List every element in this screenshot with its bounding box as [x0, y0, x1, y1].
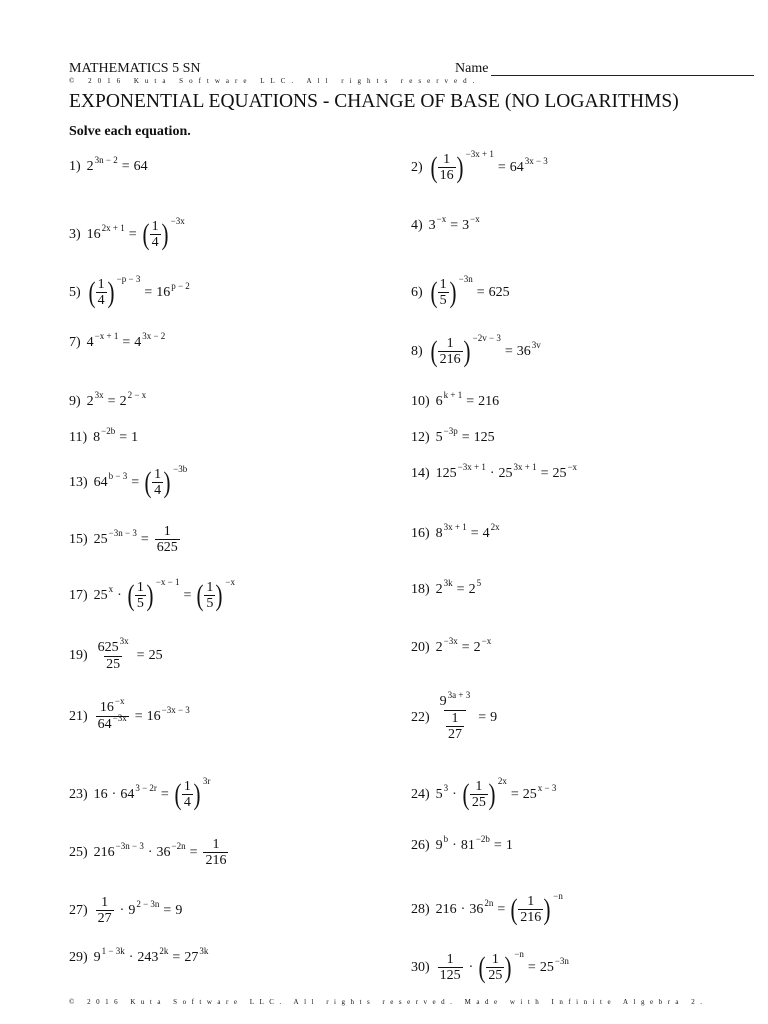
exponent: −2b	[101, 426, 116, 436]
equals-sign: =	[493, 838, 502, 853]
parenthesized-fraction: ( $\frac{1}{4}$ )	[142, 217, 169, 251]
equals-sign: =	[466, 394, 475, 409]
base: 36	[469, 901, 484, 917]
equals-sign: =	[136, 648, 145, 663]
parenthesized-fraction: ( $\frac{1}{4}$ )	[88, 275, 115, 309]
equals-sign: =	[497, 159, 506, 175]
parenthesized-fraction: ( $\frac{1}{4}$ )	[174, 777, 201, 811]
multiply-dot: ·	[119, 902, 125, 918]
problem-number: 15)	[69, 531, 88, 547]
parenthesized-fraction: ( $\frac{1}{5}$ )	[127, 578, 154, 612]
denominator: 25	[488, 968, 503, 983]
problem-number: 17)	[69, 587, 88, 603]
equals-sign: =	[476, 284, 485, 300]
denominator: 125	[439, 968, 461, 983]
equals-sign: =	[456, 582, 465, 597]
coefficient: 16	[93, 786, 108, 802]
exponent: −x	[436, 214, 447, 224]
problem-number: 27)	[69, 902, 88, 918]
base: 4	[86, 335, 94, 350]
multiply-dot: ·	[452, 786, 457, 802]
exponent: −x	[481, 636, 492, 646]
problem-28	[411, 890, 563, 926]
numerator: 1	[136, 580, 144, 595]
problem-number: 9)	[69, 394, 81, 409]
exponent: −3n − 3	[108, 527, 137, 538]
exponent: −x − 1	[155, 576, 180, 587]
base: 25	[93, 531, 108, 547]
problem-8	[411, 332, 541, 368]
equals-sign: =	[478, 710, 487, 725]
problem-number: 2)	[411, 159, 423, 175]
exponent: x	[108, 583, 114, 594]
base: 16	[86, 226, 101, 242]
numerator: 1	[154, 467, 162, 482]
fraction	[203, 837, 228, 868]
problem-6	[411, 273, 510, 309]
exponent: −x	[114, 696, 125, 706]
numerator: 1	[491, 952, 499, 967]
base: 16	[156, 284, 171, 300]
exponent: 3x + 1	[443, 522, 467, 532]
base: 3	[428, 218, 436, 233]
base: 4	[482, 526, 490, 541]
problem-number: 4)	[411, 218, 423, 233]
problem-number: 19)	[69, 648, 88, 663]
exponent: −x	[225, 576, 235, 587]
problem-number: 22)	[411, 710, 430, 725]
denominator: 216	[439, 352, 461, 367]
exponent: b	[443, 834, 449, 844]
copyright-notice: © 2016 Kuta Software LLC. All rights reserved.	[69, 77, 481, 85]
problem-number: 6)	[411, 284, 423, 300]
numerator: 1	[443, 152, 451, 167]
fraction	[438, 952, 463, 983]
worksheet-title: EXPONENTIAL EQUATIONS - CHANGE OF BASE (NO LOGARITHMS)	[69, 91, 679, 112]
problem-19	[69, 636, 163, 672]
fraction	[96, 636, 131, 672]
exponent: 3k	[443, 578, 453, 588]
problem-22	[411, 690, 498, 742]
problem-30	[411, 948, 569, 984]
base: 5	[435, 786, 443, 802]
base: 2	[435, 582, 443, 597]
exponent: −3n	[458, 273, 473, 284]
exponent: 3x + 1	[513, 462, 537, 472]
exponent: 3k	[199, 946, 209, 956]
problem-21	[69, 696, 190, 733]
exponent: 3	[443, 782, 449, 793]
equals-sign: =	[540, 466, 549, 481]
equals-sign: =	[128, 226, 137, 242]
denominator: 4	[154, 483, 162, 498]
base: 125	[435, 466, 457, 481]
base: 9	[93, 950, 101, 965]
name-label: Name	[455, 61, 489, 76]
denominator: 25	[106, 657, 121, 672]
parenthesized-fraction: ( $\frac{1}{216}$ )	[510, 892, 551, 926]
multiply-dot: ·	[468, 959, 474, 975]
problem-12	[411, 426, 495, 446]
denominator: 4	[183, 795, 191, 810]
base: 9	[435, 838, 443, 853]
exponent: −3x	[112, 713, 127, 723]
exponent: −3x + 1	[465, 148, 494, 159]
exponent: −2n	[171, 840, 186, 851]
numerator: 1	[527, 894, 535, 909]
instructions: Solve each equation.	[69, 124, 191, 139]
problem-5	[69, 273, 190, 309]
problem-16	[411, 522, 500, 542]
base: 8	[93, 430, 101, 445]
equals-sign: =	[160, 786, 169, 802]
exponent: −2b	[475, 834, 490, 844]
exponent: −3n	[554, 955, 569, 966]
problem-number: 3)	[69, 226, 81, 242]
problem-14	[411, 462, 578, 482]
problem-3	[69, 215, 185, 251]
numerator: 1	[101, 895, 109, 910]
base: 25	[93, 587, 108, 603]
equals-sign: =	[504, 343, 513, 359]
base: 25	[552, 466, 567, 481]
parenthesized-fraction: ( $\frac{1}{4}$ )	[144, 465, 171, 499]
base: 64	[120, 786, 135, 802]
numerator: 1	[151, 219, 159, 234]
fraction	[155, 524, 180, 555]
equals-sign: =	[461, 430, 470, 445]
equals-sign: =	[134, 708, 143, 724]
exponent: 3x − 2	[142, 331, 166, 341]
problem-29	[69, 946, 209, 966]
problem-number: 20)	[411, 640, 430, 655]
base: 36	[156, 844, 171, 860]
multiply-dot: ·	[117, 587, 122, 603]
numerator: 1	[97, 277, 105, 292]
equals-sign: =	[510, 786, 519, 802]
numerator-base: 9	[439, 694, 447, 709]
numerator: 1	[212, 837, 220, 852]
value: 64	[133, 159, 148, 174]
fraction	[96, 895, 114, 926]
value: 625	[488, 284, 510, 300]
multiply-dot: ·	[147, 844, 153, 860]
multiply-dot: ·	[460, 901, 466, 917]
problem-number: 16)	[411, 526, 430, 541]
multiply-dot: ·	[489, 466, 495, 481]
denominator-base: 64	[97, 717, 112, 732]
equals-sign: =	[122, 335, 131, 350]
fraction	[96, 696, 129, 733]
exponent: 2 − x	[127, 390, 147, 400]
value: 216	[478, 394, 500, 409]
problem-number: 23)	[69, 786, 88, 802]
equals-sign: =	[450, 218, 459, 233]
numerator: 1	[475, 779, 483, 794]
problem-number: 13)	[69, 474, 88, 490]
exponent: x − 3	[537, 782, 557, 793]
exponent: −3p	[443, 426, 458, 436]
problem-26	[411, 834, 513, 854]
exponent: −3x − 3	[161, 704, 190, 715]
exponent: −n	[514, 948, 524, 959]
exponent: −2v − 3	[472, 332, 501, 343]
numerator: 1	[446, 336, 454, 351]
problem-17	[69, 576, 235, 612]
equals-sign: =	[140, 531, 149, 547]
parenthesized-fraction: ( $\frac{1}{216}$ )	[430, 334, 471, 368]
base: 64	[509, 159, 524, 175]
equals-sign: =	[183, 587, 192, 603]
problem-number: 26)	[411, 838, 430, 853]
problem-10	[411, 390, 500, 410]
problem-23	[69, 775, 211, 811]
inner-denominator: 27	[447, 727, 462, 742]
equals-sign: =	[131, 474, 140, 490]
parenthesized-fraction: ( $\frac{1}{5}$ )	[430, 275, 457, 309]
problem-7	[69, 331, 166, 351]
numerator: 1	[446, 952, 454, 967]
value: 25	[148, 648, 163, 663]
equals-sign: =	[119, 430, 128, 445]
base: 2	[435, 640, 443, 655]
equals-sign: =	[163, 902, 172, 918]
problem-1	[69, 155, 148, 175]
inner-numerator: 1	[451, 711, 459, 726]
exponent: −x + 1	[94, 331, 119, 341]
exponent: 3 − 2r	[135, 782, 157, 793]
exponent: 3x − 3	[524, 155, 548, 166]
exponent: −n	[553, 890, 563, 901]
exponent: 2x	[497, 775, 507, 786]
exponent: 5	[476, 578, 482, 588]
exponent: 2x + 1	[101, 222, 125, 233]
problem-number: 18)	[411, 582, 430, 597]
problem-18	[411, 578, 482, 598]
problem-number: 11)	[69, 430, 88, 445]
name-underline	[491, 75, 754, 76]
value: 1	[505, 838, 513, 853]
exponent: −3x	[170, 215, 185, 226]
exponent: −3x + 1	[457, 462, 486, 472]
value: 9	[490, 710, 498, 725]
equals-sign: =	[121, 159, 130, 174]
exponent: −3b	[173, 463, 188, 474]
multiply-dot: ·	[452, 838, 457, 853]
multiply-dot: ·	[128, 950, 134, 965]
base: 8	[435, 526, 443, 541]
base: 2	[473, 640, 481, 655]
problem-24	[411, 775, 557, 811]
equals-sign: =	[107, 394, 116, 409]
denominator: 16	[439, 168, 454, 183]
base: 25	[522, 786, 537, 802]
problem-number: 29)	[69, 950, 88, 965]
problem-25	[69, 837, 230, 868]
denominator: 216	[205, 853, 227, 868]
base: 2	[86, 394, 94, 409]
value: 9	[175, 902, 183, 918]
coefficient: 216	[435, 901, 457, 917]
base: 25	[539, 959, 554, 975]
problem-number: 24)	[411, 786, 430, 802]
problem-27	[69, 895, 182, 926]
problem-number: 14)	[411, 466, 430, 481]
base: 27	[184, 950, 199, 965]
base: 243	[137, 950, 159, 965]
problem-4	[411, 214, 480, 234]
denominator: 5	[439, 293, 447, 308]
equals-sign: =	[172, 950, 181, 965]
exponent: −x	[567, 462, 578, 472]
exponent: 3n − 2	[94, 155, 118, 165]
denominator: 5	[136, 596, 144, 611]
equals-sign: =	[189, 844, 198, 860]
numerator: 1	[439, 277, 447, 292]
base: 2	[86, 159, 94, 174]
course-title: MATHEMATICS 5 SN	[69, 61, 201, 76]
base: 2	[468, 582, 476, 597]
parenthesized-fraction: ( $\frac{1}{25}$ )	[462, 777, 496, 811]
problem-20	[411, 636, 492, 656]
denominator: 4	[151, 235, 159, 250]
numerator-base: 16	[99, 700, 114, 715]
problem-15	[69, 524, 182, 555]
base: 6	[435, 394, 443, 409]
compound-fraction	[438, 690, 473, 742]
problem-2	[411, 148, 548, 184]
problem-number: 30)	[411, 959, 430, 975]
problem-9	[69, 390, 147, 410]
problem-number: 10)	[411, 394, 430, 409]
exponent: 3x	[94, 390, 104, 400]
problem-11	[69, 426, 139, 446]
exponent: −3n − 3	[115, 840, 144, 851]
exponent: −3x	[443, 636, 458, 646]
denominator: 216	[520, 910, 542, 925]
numerator: 1	[183, 779, 191, 794]
base: 3	[462, 218, 470, 233]
base: 4	[134, 335, 142, 350]
equals-sign: =	[527, 959, 536, 975]
base: 64	[93, 474, 108, 490]
denominator: 4	[97, 293, 105, 308]
exponent: −x	[470, 214, 480, 224]
problem-number: 1)	[69, 159, 81, 174]
numerator: 1	[163, 524, 171, 539]
base: 36	[516, 343, 531, 359]
base: 9	[128, 902, 136, 918]
exponent: 2x	[490, 522, 500, 532]
exponent: k + 1	[443, 390, 463, 400]
equals-sign: =	[461, 640, 470, 655]
denominator: 27	[97, 911, 112, 926]
problem-number: 21)	[69, 708, 88, 724]
exponent: 3x	[119, 636, 129, 646]
value: 125	[473, 430, 495, 445]
exponent: −p − 3	[116, 273, 141, 284]
problem-number: 12)	[411, 430, 430, 445]
base: 5	[435, 430, 443, 445]
base: 81	[460, 838, 475, 853]
problem-number: 5)	[69, 284, 81, 300]
value: 1	[131, 430, 139, 445]
base: 216	[93, 844, 115, 860]
parenthesized-fraction: ( $\frac{1}{25}$ )	[478, 950, 512, 984]
problem-number: 28)	[411, 901, 430, 917]
equals-sign: =	[144, 284, 153, 300]
footer-copyright: © 2016 Kuta Software LLC. All rights reserved. Made with Infinite Algebra 2.	[69, 998, 708, 1006]
numerator: 1	[206, 580, 214, 595]
numerator-base: 625	[97, 640, 119, 655]
base: 16	[146, 708, 161, 724]
multiply-dot: ·	[111, 786, 117, 802]
base: 25	[498, 466, 513, 481]
base: 2	[119, 394, 127, 409]
equals-sign: =	[470, 526, 479, 541]
exponent: 3a + 3	[447, 690, 471, 700]
exponent: b − 3	[108, 470, 128, 481]
parenthesized-fraction: ( $\frac{1}{16}$ )	[430, 150, 464, 184]
problem-number: 8)	[411, 343, 423, 359]
problem-number: 25)	[69, 844, 88, 860]
exponent: 2k	[159, 946, 169, 956]
exponent: 3v	[531, 339, 541, 350]
equals-sign: =	[497, 901, 506, 917]
exponent: 1 − 3k	[101, 946, 125, 956]
problem-number: 7)	[69, 335, 81, 350]
denominator: 5	[206, 596, 214, 611]
exponent: 3r	[202, 775, 211, 786]
parenthesized-fraction: ( $\frac{1}{5}$ )	[196, 578, 223, 612]
denominator: 625	[156, 540, 178, 555]
exponent: 2n	[484, 897, 494, 908]
problem-13	[69, 463, 188, 499]
exponent: p − 2	[171, 280, 190, 291]
exponent: 2 − 3n	[136, 898, 160, 909]
denominator: 25	[471, 795, 486, 810]
